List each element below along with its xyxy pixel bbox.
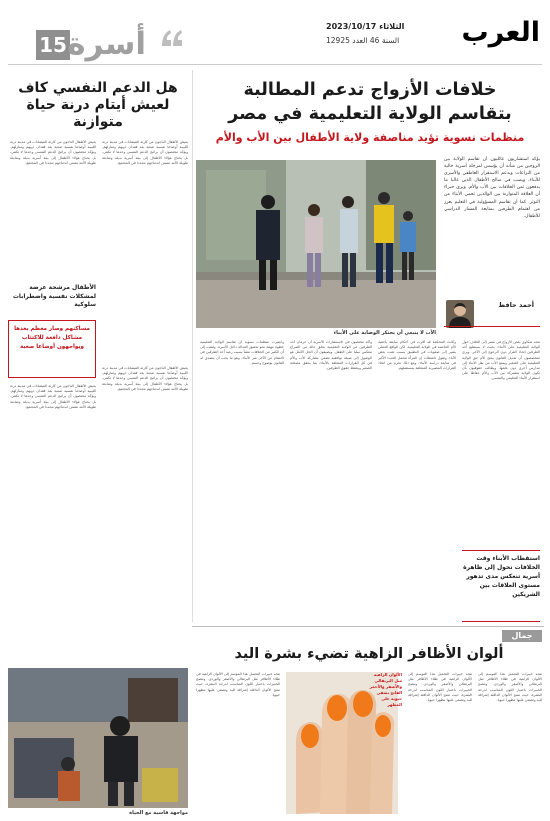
- side-article: [8, 70, 188, 622]
- issue-number: السنة 46 العدد 12925: [326, 36, 400, 45]
- section-title: أسرة: [67, 26, 146, 62]
- masthead: [0, 0, 550, 66]
- author-box: [444, 296, 540, 332]
- main-photo: [196, 160, 436, 328]
- jamal-headline: ألوان الأظافر الزاهية تضيء بشرة اليد: [234, 646, 504, 662]
- quote-mark-icon: [160, 28, 184, 48]
- side-subhead: الأطفال مرشحة عرضة لمشكلات نفسية واضطرابات سلوكية: [12, 284, 96, 308]
- side-box-text: مساكنهم وصار معظم بعدها مشاكل دافعة للاكتئاب ويواجهون أوضاعا صعبة: [14, 326, 90, 350]
- page-number-badge: [36, 30, 70, 60]
- main-article: [196, 70, 544, 622]
- author-name: أحمد حافظ: [498, 301, 534, 309]
- headline-line-2: بتقاسم الولاية التعليمية في مصر: [228, 104, 512, 124]
- column-divider: [192, 70, 193, 622]
- logo-text: العرب: [461, 17, 540, 48]
- issue-date: الثلاثاء 2023/10/17: [326, 22, 405, 31]
- article-body-col-2: وكانت المحكمة قد أقرت في أحكام سابقة بأحقية الأم الحاضنة في الولاية التعليمية، لكن الواقع العملي يشير إلى صعوبات في التطبيق بسبب تعنت بعض الآباء. وتقول ناشطات إن المرأة تتحمل العبء الأكبر في متابعة دراسة الأبناء، ومع ذلك تحرم من اتخاذ القرارات المصيرية المتعلقة بمستقبلهم.: [378, 340, 456, 371]
- article-body-col-1: تتجه شكاوى بعض الأزواج في مصر إلى الخلاف حول الولاية التعليمية على الأبناء، بحيث لا يستطيع أحد الطرفين اتخاذ القرار دون الرجوع إلى الآخر. ويرى متخصصون أن تعديل القانون يمنح الأم حق الولاية التعليمية على الصغير ويمنع الأب من نقل الأبناء إلى مدارس أخرى دون علمها. ويطالب حقوقيون بأن تكون الولاية مشتركة بين الأب والأم حفاظا على استقرار الأبناء التعليمي والنفسي.: [462, 340, 540, 381]
- jamal-body-col-2: تتجه خبيرات التجميل هذا الموسم إلى الألوان الزاهية في طلاء الأظافر مثل البرتقالي والأصفر والوردي. وتنصح الخبيرات باختيار اللون المناسب لدرجة البشرة، حيث تمنح الألوان الدافئة إشراقة لليد وتضفي عليها مظهرا حيويا.: [408, 672, 472, 703]
- pull-quote-text: استقطاب الأبناء وقت الخلافات تحول إلى ظاهرة أسرية تنعكس مدى تدهور مستوى العلاقات بين الشريكين: [463, 555, 540, 598]
- photo-caption: الأب لا ينبغي أن يحتكر الوصاية على الأبناء: [333, 330, 436, 336]
- derna-photo: [8, 668, 188, 808]
- headline-line-1: خلافات الأزواج تدعم المطالبة: [243, 80, 497, 100]
- header-divider: [8, 64, 542, 65]
- jamal-section-label: جمال: [502, 630, 542, 642]
- jamal-side-note: الألوان الزاهية مثل البرتقالي والأصفر والأحمر الفاتح تضفي حيوية على المظهر: [369, 672, 402, 707]
- author-underline: [444, 326, 540, 327]
- side-body-col-3: يعيش الأطفال الناجون من كارثة الفيضانات في مدينة درنة الليبية أوضاعا نفسية صعبة بعد فقدان ذويهم ومنازلهم. ويؤكد مختصون أن برامج الدعم النفسي وحدها لا تكفي، بل يحتاج هؤلاء الأطفال إلى بيئة أسرية بديلة ومتابعة طويلة الأمد تضمن اندماجهم مجددا في المجتمع.: [102, 366, 188, 391]
- pull-quote: [462, 550, 540, 622]
- author-avatar: [446, 300, 474, 328]
- jamal-body-col-1: تتجه خبيرات التجميل هذا الموسم إلى الألوان الزاهية في طلاء الأظافر مثل البرتقالي والأصفر والوردي. وتنصح الخبيرات باختيار اللون المناسب لدرجة البشرة، حيث تمنح الألوان الدافئة إشراقة لليد وتضفي عليها مظهرا حيويا.: [478, 672, 542, 703]
- side-headline: هل الدعم النفسي كاف لعيش أيتام درنة حياة متوازنة: [18, 80, 178, 130]
- jamal-body-col-3: تتجه خبيرات التجميل هذا الموسم إلى الألوان الزاهية في طلاء الأظافر مثل البرتقالي والأصفر والوردي. وتنصح الخبيرات باختيار اللون المناسب لدرجة البشرة، حيث تمنح الألوان الدافئة إشراقة لليد وتضفي عليها مظهرا حيويا.: [196, 672, 280, 697]
- article-lead: يؤكد استشاريون عائليون أن تقاسم الولاية بين الزوجين من شأنه أن يؤسس لمرحلة أسرية خالية من النزاعات ويدعم الاستقرار العاطفي والأسري للأبناء، ويصب في صالح الأطفال الذين غالبا ما يدفعون ثمن الخلافات بين الأب والأم. ويرى خبراء أن العلاقة المتوازنة بين الوالدين تحمي الأبناء من التوتر. كما أن تقاسم المسؤولية في التعليم يعزز من اهتمام الطرفين بمتابعة المسار الدراسي للأطفال.: [444, 157, 540, 219]
- side-body-col-1: يعيش الأطفال الناجون من كارثة الفيضانات في مدينة درنة الليبية أوضاعا نفسية صعبة بعد فقدان ذويهم ومنازلهم. ويؤكد مختصون أن برامج الدعم النفسي وحدها لا تكفي، بل يحتاج هؤلاء الأطفال إلى بيئة أسرية بديلة ومتابعة طويلة الأمد تضمن اندماجهم مجددا في المجتمع.: [102, 140, 188, 165]
- bottom-divider: [192, 626, 544, 627]
- newspaper-logo: [420, 16, 540, 56]
- subheadline: منظمات نسوية تؤيد مناصفة ولاية الأطفال بين الأب والأم: [215, 131, 525, 144]
- derna-photo-caption: مواجهة قاسية مع الحياة: [129, 810, 188, 816]
- article-body-col-4: واعتبرت منظمات نسوية أن تقاسم الولاية التعليمية خطوة مهمة نحو تحقيق العدالة داخل الأسرة. ولفتت إلى أن الكثير من الخلافات تنشأ بسبب رغبة أحد الطرفين في الانتقام من الآخر عبر الأبناء، وهو ما يجب أن يتصدى له القانون بوضوح وحسم.: [200, 340, 284, 365]
- article-body-col-3: وأكد مختصون في الاستشارات الأسرية أن حرمان أحد الطرفين من الولاية التعليمية يخلق حالة من الصراع تنعكس سلبا على الطفل. ويضيفون أن الحل الأمثل هو الوصول إلى صيغة توافقية تضمن مشاركة الأب والأم في كل القرارات المتعلقة بالأبناء، بما يحقق مصلحة الصغير ويحفظ حقوق الطرفين.: [290, 340, 372, 371]
- side-body-col-4: يعيش الأطفال الناجون من كارثة الفيضانات في مدينة درنة الليبية أوضاعا نفسية صعبة بعد فقدان ذويهم ومنازلهم. ويؤكد مختصون أن برامج الدعم النفسي وحدها لا تكفي، بل يحتاج هؤلاء الأطفال إلى بيئة أسرية بديلة ومتابعة طويلة الأمد تضمن اندماجهم مجددا في المجتمع.: [10, 384, 96, 409]
- page-number: 15: [39, 33, 67, 57]
- side-body-col-2: يعيش الأطفال الناجون من كارثة الفيضانات في مدينة درنة الليبية أوضاعا نفسية صعبة بعد فقدان ذويهم ومنازلهم. ويؤكد مختصون أن برامج الدعم النفسي وحدها لا تكفي، بل يحتاج هؤلاء الأطفال إلى بيئة أسرية بديلة ومتابعة طويلة الأمد تضمن اندماجهم مجددا في المجتمع.: [10, 140, 96, 165]
- side-box: [8, 320, 96, 378]
